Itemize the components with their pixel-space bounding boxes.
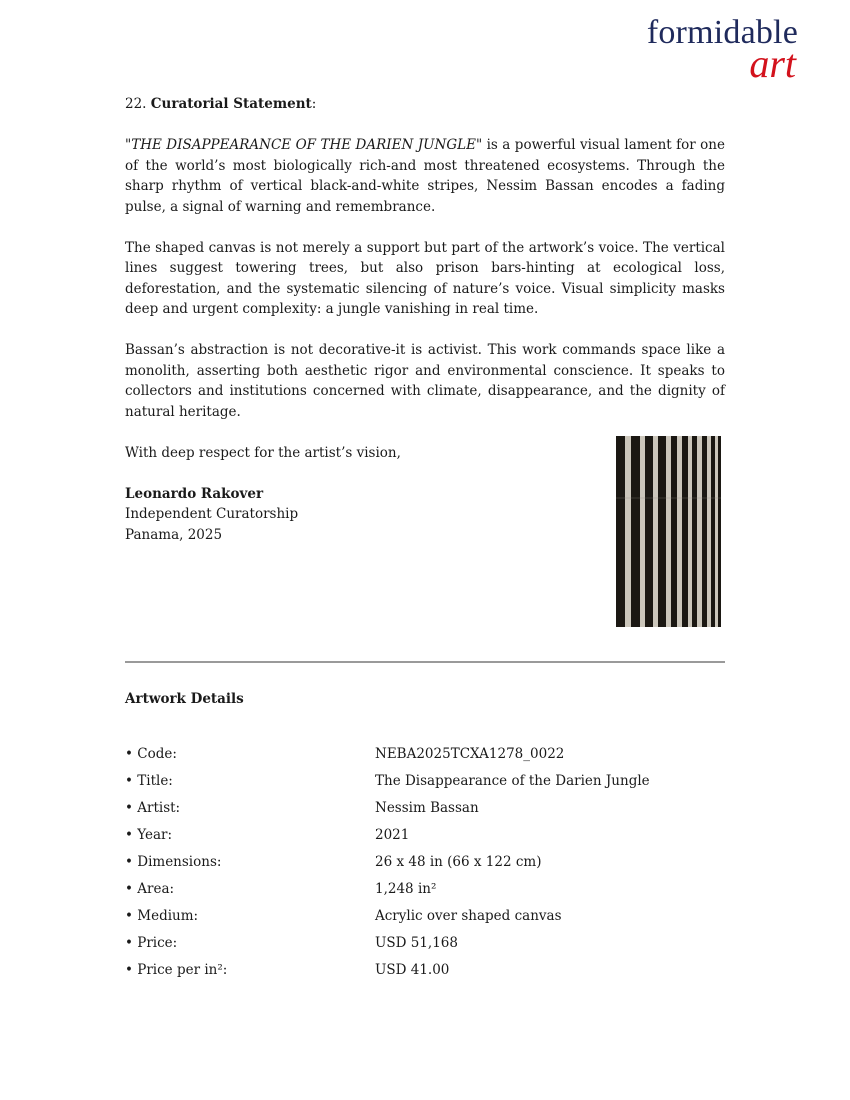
artwork-details-title: Artwork Details [125, 691, 244, 707]
detail-value: USD 41.00 [375, 962, 450, 978]
detail-value: NEBA2025TCXA1278_0022 [375, 746, 565, 762]
signature-place: Panama, 2025 [125, 526, 223, 543]
painting-stripe [631, 436, 640, 627]
painting-stripe [658, 436, 666, 627]
detail-value: 26 x 48 in (66 x 122 cm) [375, 854, 542, 870]
detail-row [125, 960, 725, 987]
closing-line: With deep respect for the artist’s vision, [125, 444, 401, 461]
painting-stripe [718, 436, 721, 627]
detail-value: 1,248 in² [375, 881, 437, 897]
detail-row [125, 825, 725, 852]
painting-stripe [682, 436, 688, 627]
detail-label: • Code: [125, 746, 177, 762]
statement-paragraph-3: Bassan’s abstraction is not decorative-it is activist. This work commands space like a monolith, asserting both aesthetic rigor and environmental conscience. It speaks to collectors and institutions concerned with climate, disappearance, and the dignity of natural heritage. [125, 342, 725, 420]
detail-row [125, 879, 725, 906]
paragraph-1-text: is a powerful visual lament for one of the world’s most biologically rich-and most threatened ecosystems. Through the sharp rhythm of vertical black-and-white stripes, Nessim Bassan encodes a fading pulse, a signal of warning and remembrance. [125, 137, 725, 215]
detail-row [125, 852, 725, 879]
formidable-art-logo [647, 16, 798, 84]
artwork-details-list [125, 744, 725, 987]
detail-row [125, 744, 725, 771]
detail-value: USD 51,168 [375, 935, 458, 951]
detail-row [125, 771, 725, 798]
detail-label: • Price: [125, 935, 178, 951]
detail-label: • Price per in²: [125, 962, 228, 978]
statement-paragraph-1 [125, 135, 725, 217]
detail-label: • Area: [125, 881, 175, 897]
section-title-suffix: : [311, 96, 317, 112]
detail-value: Nessim Bassan [375, 800, 479, 816]
painting-stripe [711, 436, 715, 627]
detail-value: 2021 [375, 827, 410, 843]
statement-paragraph-2: The shaped canvas is not merely a support but part of the artwork’s voice. The vertical lines suggest towering trees, but also prison bars-hinting at ecological loss, deforestation, and the systematic silencing of nature’s voice. Visual simplicity masks deep and urgent complexity: a jungle vanishing in real time. [125, 239, 725, 317]
detail-value: The Disappearance of the Darien Jungle [375, 773, 650, 789]
section-title: Curatorial Statement [150, 96, 312, 112]
detail-row [125, 798, 725, 825]
detail-value: Acrylic over shaped canvas [375, 908, 562, 924]
detail-label: • Medium: [125, 908, 199, 924]
detail-row [125, 933, 725, 960]
section-heading [125, 94, 725, 115]
painting-stripe [702, 436, 707, 627]
signature-name: Leonardo Rakover [125, 485, 264, 502]
detail-label: • Dimensions: [125, 854, 222, 870]
detail-row [125, 906, 725, 933]
section-divider [125, 661, 725, 663]
signature-role: Independent Curatorship [125, 506, 299, 522]
detail-label: • Artist: [125, 800, 181, 816]
artwork-title-italic: "THE DISAPPEARANCE OF THE DARIEN JUNGLE" [125, 137, 483, 153]
striped-painting [616, 436, 721, 627]
logo-word-art: art [749, 41, 796, 86]
artwork-image [616, 436, 721, 627]
painting-stripe [692, 436, 697, 627]
painting-stripe [616, 436, 625, 627]
detail-label: • Title: [125, 773, 173, 789]
painting-stripe [645, 436, 653, 627]
section-number: 22. [125, 96, 147, 112]
logo-word-formidable: formidable [646, 14, 798, 51]
painting-stripe [671, 436, 677, 627]
detail-label: • Year: [125, 827, 173, 843]
